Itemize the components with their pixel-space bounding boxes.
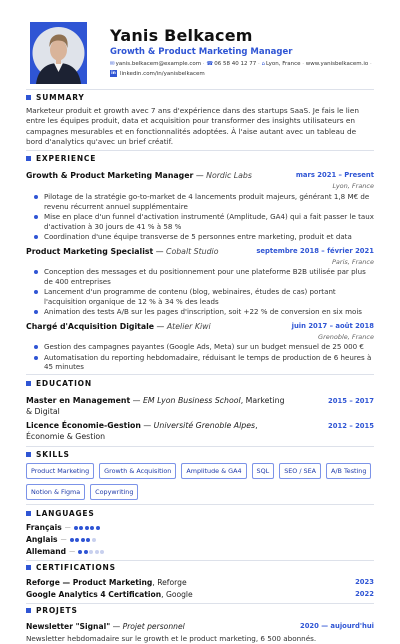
level-dot (81, 538, 85, 542)
contact-website[interactable]: www.yanisbelkacem.io (305, 61, 369, 67)
skill-tag: Notion & Figma (26, 484, 85, 500)
portrait-icon (30, 22, 87, 84)
job-company: Cobalt Studio (166, 247, 219, 256)
skill-tag: SQL (252, 463, 275, 479)
location-icon: ⌂ (261, 61, 266, 67)
skill-tag: Growth & Acquisition (99, 463, 176, 479)
linkedin-icon: in (111, 71, 116, 76)
job-dates: mars 2021 – Present (295, 171, 374, 179)
experience-entry: Product Marketing Specialist — Cobalt Studio septembre 2018 – février 2021 Paris, France (26, 247, 374, 266)
contact-phone[interactable]: 06 58 40 12 77 (214, 61, 257, 67)
skill-tag: SEO / SEA (279, 463, 321, 479)
certification-issuer: Reforge (157, 578, 187, 587)
certification-year: 2022 (355, 590, 374, 598)
degree-title: Master en Management (26, 396, 131, 405)
education-dates: 2012 – 2015 (328, 422, 374, 430)
project-description: Newsletter hebdomadaire sur le growth et le product marketing, 6 500 abonnés. (26, 634, 317, 643)
experience-entry: Chargé d'Acquisition Digitale — Atelier Kiwi juin 2017 – août 2018 Grenoble, France (26, 322, 374, 341)
level-dot (86, 538, 90, 542)
contact-line-2 (110, 70, 205, 77)
resume-header (26, 22, 376, 84)
level-dot (95, 550, 99, 554)
contact-line: ✉yanis.belkacem@example.com · ☎06 58 40 12 77 · ⌂Lyon, France · www.yanisbelkacem.io · (110, 61, 372, 67)
job-bullets (34, 267, 374, 318)
language-level (74, 523, 102, 532)
divider (26, 150, 374, 151)
job-title: Chargé d'Acquisition Digitale (26, 322, 155, 331)
certification-issuer: Google (165, 590, 193, 599)
degree-field: Marketing & Digital (26, 396, 285, 416)
certification-name: Google Analytics 4 Certification (26, 590, 162, 599)
education-entry: Licence Économie-Gestion — Université Grenoble Alpes, Économie & Gestion (26, 421, 258, 441)
profile-photo (30, 22, 87, 84)
list-item: Conception des messages et du positionnement pour une plateforme B2B utilisée par plus de 400 entreprises (34, 267, 374, 286)
section-title-summary: SUMMARY (26, 93, 85, 102)
list-item: Gestion des campagnes payantes (Google Ads, Meta) sur un budget mensuel de 25 000 € (34, 342, 374, 352)
contact-location: Lyon, France (266, 61, 301, 67)
list-item: Pilotage de la stratégie go-to-market de 4 lancements produit majeurs, générant 1,8 M€ de revenu récurrent annuel supplémentaire (34, 192, 374, 211)
contact-linkedin[interactable]: linkedin.com/in/yanisbelkacem (120, 70, 205, 77)
summary-text: Marketeur produit et growth avec 7 ans d'expérience dans des startups SaaS. Je fais le lien entre les équipes produit, data et acquisition pour transformer des insights utilisateurs en campagnes mesurables et en fonctionnalités adoptées. À l'aise autant avec un tableau de bord d'analytics qu'avec un brief créatif. (26, 106, 359, 147)
language-level (70, 535, 98, 544)
section-title-experience: EXPERIENCE (26, 154, 96, 163)
project-dates: 2020 — aujourd'hui (299, 622, 374, 630)
section-square-icon (26, 608, 31, 613)
section-square-icon (26, 381, 31, 386)
divider (26, 89, 374, 90)
language-item: Anglais — (26, 535, 97, 544)
section-square-icon (26, 452, 31, 457)
language-level (78, 547, 106, 556)
education-dates: 2015 – 2017 (328, 397, 374, 405)
list-item: Animation des tests A/B sur les pages d'inscription, soit +22 % de conversion en six mois (34, 307, 374, 317)
job-bullets (34, 342, 374, 373)
divider (26, 374, 374, 375)
skill-tag: Amplitude & GA4 (181, 463, 246, 479)
job-bullets (34, 192, 374, 243)
section-square-icon (26, 95, 31, 100)
job-title: Product Marketing Specialist (26, 247, 154, 256)
project-name: Newsletter "Signal" (26, 622, 111, 631)
job-dates: juin 2017 – août 2018 (291, 322, 374, 330)
certification-entry: Reforge — Product Marketing, Reforge 2023 (26, 578, 374, 587)
section-square-icon (26, 565, 31, 570)
divider (26, 446, 374, 447)
job-location: Grenoble, France (318, 333, 374, 341)
section-title-projects: PROJETS (26, 606, 78, 615)
job-company: Atelier Kiwi (166, 322, 211, 331)
language-item: Français — (26, 523, 101, 532)
divider (26, 504, 374, 505)
level-dot (79, 526, 83, 530)
skill-tag: A/B Testing (326, 463, 371, 479)
section-title-skills: SKILLS (26, 450, 70, 459)
skills-list (26, 463, 374, 500)
certification-name: Reforge — Product Marketing (26, 578, 153, 587)
certification-year: 2023 (355, 578, 374, 586)
experience-entry: Growth & Product Marketing Manager — Nordic Labs mars 2021 – Present Lyon, France (26, 171, 374, 190)
list-item: Mise en place d'un funnel d'activation instrumenté (Amplitude, GA4) qui a fait passer le taux d'activation à 30 jours de 41 % à 58 % (34, 212, 374, 231)
school-name: EM Lyon Business School (142, 396, 241, 405)
project-entry: Newsletter "Signal" — Projet personnel 2020 — aujourd'hui (26, 622, 374, 631)
email-icon: ✉ (110, 61, 115, 67)
divider (26, 560, 374, 561)
section-square-icon (26, 156, 31, 161)
list-item: Coordination d'une équipe transverse de 5 personnes entre marketing, produit et data (34, 232, 374, 242)
job-title: Growth & Product Marketing Manager (26, 171, 194, 180)
level-dot (90, 526, 94, 530)
section-title-certifications: CERTIFICATIONS (26, 563, 116, 572)
degree-title: Licence Économie-Gestion (26, 421, 141, 430)
level-dot (85, 526, 89, 530)
job-dates: septembre 2018 – février 2021 (256, 247, 374, 255)
education-entry: Master en Management — EM Lyon Business School, Marketing & Digital (26, 396, 285, 416)
contact-email[interactable]: yanis.belkacem@example.com (115, 61, 202, 67)
degree-field: Économie & Gestion (26, 431, 106, 441)
job-location: Paris, France (332, 258, 374, 266)
language-item: Allemand — (26, 547, 106, 556)
level-dot (70, 538, 74, 542)
level-dot (96, 526, 100, 530)
list-item: Lancement d'un programme de contenu (blog, webinaires, études de cas) portant l'acquisition organique de 12 % à 34 % des leads (34, 287, 374, 306)
list-item: Automatisation du reporting hebdomadaire, réduisant le temps de production de 6 heures à 45 minutes (34, 353, 374, 372)
section-title-education: EDUCATION (26, 379, 92, 388)
level-dot (78, 550, 82, 554)
phone-icon: ☎ (206, 61, 214, 67)
school-name: Université Grenoble Alpes (153, 421, 256, 430)
level-dot (75, 538, 79, 542)
candidate-name: Yanis Belkacem (110, 26, 253, 45)
skill-tag: Copywriting (90, 484, 138, 500)
project-type: Projet personnel (122, 622, 185, 631)
level-dot (100, 550, 104, 554)
level-dot (92, 538, 96, 542)
level-dot (89, 550, 93, 554)
section-square-icon (26, 511, 31, 516)
level-dot (84, 550, 88, 554)
job-company: Nordic Labs (206, 171, 252, 180)
job-location: Lyon, France (332, 182, 374, 190)
divider (26, 603, 374, 604)
candidate-role: Growth & Product Marketing Manager (110, 47, 293, 57)
section-title-languages: LANGUAGES (26, 509, 95, 518)
certification-entry: Google Analytics 4 Certification, Google 2022 (26, 590, 374, 599)
skill-tag: Product Marketing (26, 463, 94, 479)
level-dot (74, 526, 78, 530)
